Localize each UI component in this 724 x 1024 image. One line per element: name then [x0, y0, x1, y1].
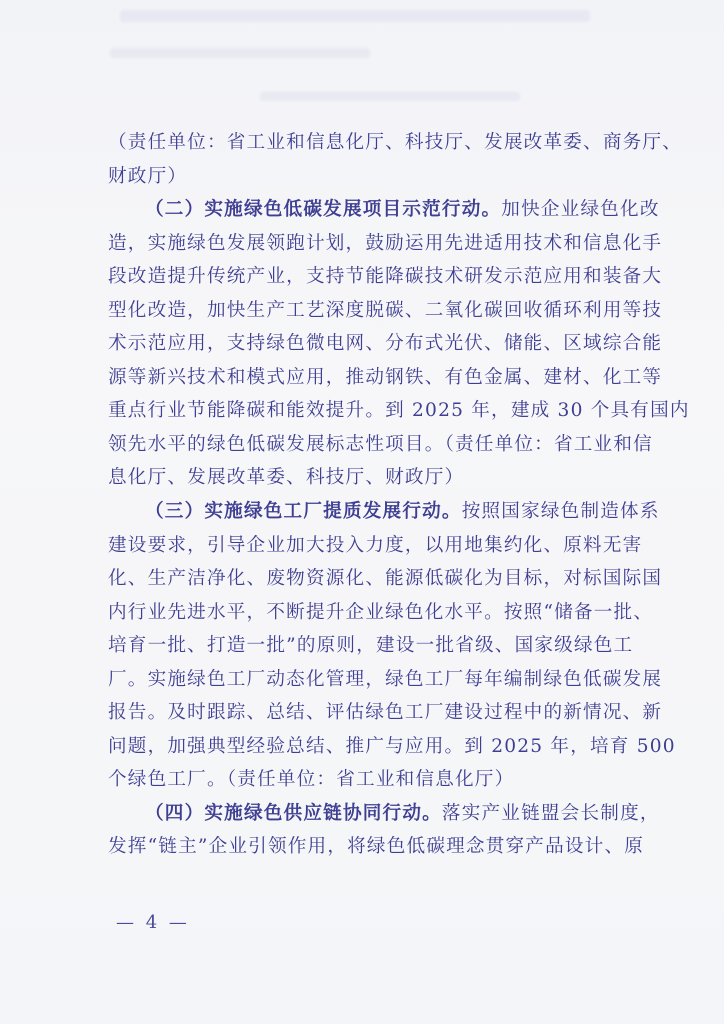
document-body	[108, 126, 690, 864]
text-line: 建设要求，引导企业加大投入力度，以用地集约化、原料无害	[108, 534, 643, 556]
text-line: 型化改造，加快生产工艺深度脱碳、二氧化碳回收循环利用等技	[108, 299, 663, 321]
text-line: 个绿色工厂。（责任单位：省工业和信息化厅）	[108, 769, 515, 791]
paragraph-first-line	[108, 193, 660, 227]
text-line: 源等新兴技术和模式应用，推动钢铁、有色金属、建材、化工等	[108, 366, 663, 388]
text-line: 财政厅）	[108, 165, 188, 187]
section-heading-4: （四）实施绿色供应链协同行动。	[145, 802, 442, 824]
section-heading-3: （三）实施绿色工厂提质发展行动。	[145, 501, 462, 523]
text-run: 按照国家绿色制造体系	[461, 501, 660, 523]
text-run: 加快企业绿色化改	[501, 199, 660, 221]
text-line: 术示范应用，支持绿色微电网、分布式光伏、储能、区域综合能	[108, 333, 663, 355]
paragraph-first-line	[108, 797, 660, 831]
text-line: 化、生产洁净化、废物资源化、能源低碳化为目标，对标国际国	[108, 568, 663, 590]
text-line: 内行业先进水平，不断提升企业绿色化水平。按照“储备一批、	[108, 601, 654, 623]
text-line: 发挥“链主”企业引领作用，将绿色低碳理念贯穿产品设计、原	[108, 836, 645, 858]
text-line: 厂。实施绿色工厂动态化管理，绿色工厂每年编制绿色低碳发展	[108, 668, 663, 690]
text-run: 落实产业链盟会长制度，	[441, 802, 660, 824]
text-line: 领先水平的绿色低碳发展标志性项目。（责任单位：省工业和信	[108, 433, 653, 455]
show-through-text	[100, 0, 660, 120]
section-heading-2: （二）实施绿色低碳发展项目示范行动。	[145, 199, 502, 221]
text-line: 段改造提升传统产业，支持节能降碳技术研发示范应用和装备大	[108, 266, 663, 288]
text-line: （责任单位：省工业和信息化厅、科技厅、发展改革委、商务厅、	[108, 132, 683, 153]
text-line: 息化厅、发展改革委、科技厅、财政厅）	[108, 467, 465, 489]
text-line: 造，实施绿色发展领跑计划，鼓励运用先进适用技术和信息化手	[108, 232, 663, 254]
text-line: 问题，加强典型经验总结、推广与应用。到 2025 年，培育 500	[108, 735, 676, 757]
page-number: — 4 —	[116, 912, 190, 933]
text-line: 报告。及时跟踪、总结、评估绿色工厂建设过程中的新情况、新	[108, 702, 663, 724]
text-line: 重点行业节能降碳和能效提升。到 2025 年，建成 30 个具有国内	[108, 400, 690, 422]
text-line: 培育一批、打造一批”的原则，建设一批省级、国家级绿色工	[108, 635, 634, 657]
paragraph-first-line	[108, 495, 660, 529]
